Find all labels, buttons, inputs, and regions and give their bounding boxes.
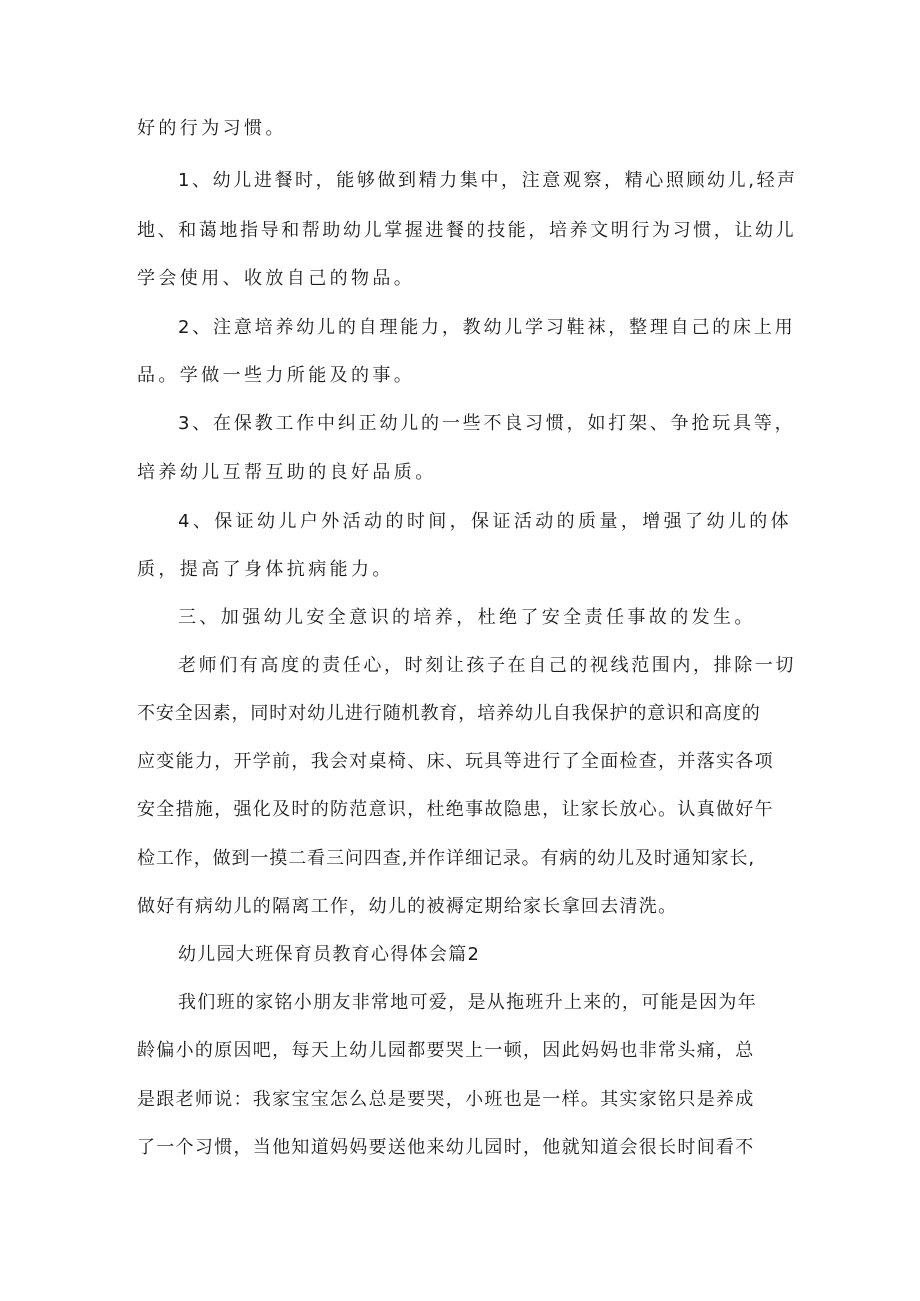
text-line: 学会使用、收放自己的物品。 [137, 268, 416, 289]
text-line: 应变能力，开学前，我会对桌椅、床、玩具等进行了全面检查，并落实各项 [137, 751, 774, 772]
article-title: 幼儿园大班保育员教育心得体会篇2 [178, 944, 481, 965]
text-line: 了一个习惯，当他知道妈妈要送他来幼儿园时，他就知道会很长时间看不 [137, 1137, 755, 1158]
list-item-2: 2、注意培养幼儿的自理能力，教幼儿学习鞋袜，整理自己的床上用 [178, 317, 796, 338]
text-line: 不安全因素，同时对幼儿进行随机教育，培养幼儿自我保护的意识和高度的 [137, 703, 761, 724]
paragraph-start: 老师们有高度的责任心，时刻让孩子在自己的视线范围内，排除一切 [178, 655, 796, 676]
text-line: 质，提高了身体抗病能力。 [137, 559, 394, 580]
text-line: 培养幼儿互帮互助的良好品质。 [137, 462, 437, 483]
list-item-1: 1、幼儿进餐时，能够做到精力集中，注意观察，精心照顾幼儿,轻声 [178, 170, 798, 191]
text-line: 龄偏小的原因吧，每天上幼儿园都要哭上一顿，因此妈妈也非常头痛，总 [137, 1040, 755, 1061]
text-line: 安全措施，强化及时的防范意识，杜绝事故隐患，让家长放心。认真做好午 [137, 799, 774, 820]
text-line: 品。学做一些力所能及的事。 [137, 365, 416, 386]
section-heading: 三、加强幼儿安全意识的培养，杜绝了安全责任事故的发生。 [178, 607, 756, 628]
text-line: 好的行为习惯。 [137, 118, 287, 139]
text-line: 做好有病幼儿的隔离工作，幼儿的被褥定期给家长拿回去清洗。 [137, 896, 678, 917]
list-item-3: 3、在保教工作中纠正幼儿的一些不良习惯，如打架、争抢玩具等， [178, 413, 796, 434]
text-line: 是跟老师说：我家宝宝怎么总是要哭，小班也是一样。其实家铭只是养成 [137, 1089, 755, 1110]
list-item-4: 4、保证幼儿户外活动的时间，保证活动的质量，增强了幼儿的体 [178, 511, 793, 532]
paragraph-start: 我们班的家铭小朋友非常地可爱，是从拖班升上来的，可能是因为年 [178, 992, 757, 1013]
text-line: 检工作，做到一摸二看三问四查,并作详细记录。有病的幼儿及时通知家长, [137, 848, 756, 869]
text-line: 地、和蔼地指导和帮助幼儿掌握进餐的技能，培养文明行为习惯，让幼儿 [137, 220, 797, 241]
